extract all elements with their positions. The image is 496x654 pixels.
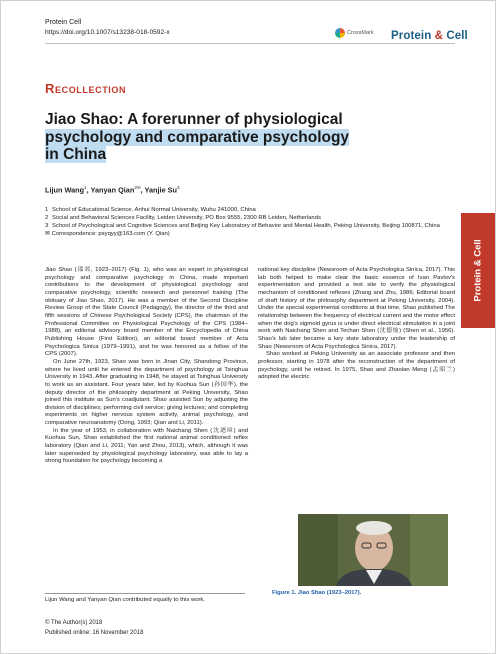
paragraph: Jiao Shao (邵郊, 1923–2017) (Fig. 1), who was an expert in physiological psychology and comparative psychology in China, made important contributions to the development of physiological psychology and comparative psychology, scientific research and personnel training (The obituary of Jiao Shao, 2017). He was a member of the Second Discipline Review Group of the State Council (Pedagogy), the director of the third and fifth sessions of Chinese Psychological Society (CPS), the chairman of the Professional Committee on Physiological Psychology of the CPS (1984–1988), an editorial advisory board member of the Encyclopedia of China Publishing House (First Edition), an editorial board member of Acta Psychologica Sinica (1979–1991), and he was honored as a fellow of the CPS (2007).	[45, 267, 248, 358]
logo-ampersand: &	[434, 30, 444, 42]
logo-text-protein: Protein	[391, 30, 432, 42]
published-date: Published online: 16 November 2018	[45, 630, 144, 636]
body-column-left	[45, 267, 248, 466]
correspondence-line[interactable]: ✉ Correspondence: psyqyy@163.com (Y. Qian)	[45, 231, 170, 237]
paragraph: On June 27th, 1923, Shao was born in Jinan City, Shandong Province, where he lived until he entered the department of psychology at Tsinghua University in 1943. After graduating in 1948, he stayed at Tsinghua University to work as an assistant. Four years later, led by Kuohua Sun (孙国华), the deputy director of the philosophy department at Peking University, Shao joined this institute as Sun's coadjutant. Shao assisted Sun by adjusting the division of disciplines; performing civil service; giving lectures; and completing experiments on higher nervous system activity, animal psychology, and comparative neuroanatomy (Dong, 1993; Qian and Li, 2011).	[45, 358, 248, 427]
author-name: Yanyan Qian	[90, 185, 135, 195]
author-list: Lijun Wang$^1$, Yanyan Qian$^{2✉}$, Yanjie Su$^3$	[45, 185, 180, 195]
title-line-1: Jiao Shao: A forerunner of physiological	[45, 111, 343, 128]
body-column-right	[258, 267, 455, 382]
author-affil-mark: 3	[176, 185, 180, 190]
header-divider	[45, 43, 455, 44]
affiliations	[45, 206, 455, 238]
article-title	[45, 111, 425, 164]
title-line-2	[45, 129, 425, 147]
crossmark-badge[interactable]	[335, 28, 374, 38]
title-line-3	[45, 146, 425, 164]
footnote: Lijun Wang and Yanyan Qian contributed equally to this work.	[45, 597, 206, 603]
affiliation-text: Social and Behavioral Sciences Facility, Leiden University, PO Box 9555, 2300 RB Leiden, Netherlands	[52, 215, 321, 221]
affiliation-item	[45, 206, 455, 214]
author-affil-mark: 1	[84, 185, 87, 190]
author-name: Yanjie Su	[144, 185, 177, 195]
affiliation-text: School of Educational Science, Anhui Normal University, Wuhu 241000, China	[52, 207, 256, 213]
journal-side-tab-label-wrap	[461, 213, 495, 328]
journal-name: Protein Cell	[45, 19, 82, 26]
section-label: Recollection	[45, 81, 127, 96]
affiliation-number: 3	[45, 223, 49, 229]
author-affil-mark: 2✉	[134, 185, 141, 190]
affiliation-text: School of Psychological and Cognitive Sciences and Beijing Key Laboratory of Behavior and Mental Health, Peking University, Beijing 100871, China	[52, 223, 440, 229]
doi-link[interactable]: https://doi.org/10.1007/s13238-018-0592-x	[45, 29, 170, 36]
paragraph: Shao worked at Peking University as an associate professor and then professor, starting in 1978 after the reconstruction of the department of psychology, until he retired. In 1975, Shao and Zhaolan Meng (孟昭兰) adopted the electric	[258, 351, 455, 381]
affiliation-number: 2	[45, 215, 49, 221]
logo-text-cell: Cell	[446, 30, 468, 42]
portrait-photo	[298, 514, 448, 586]
paragraph: In the year of 1953, in collaboration with Naichang Shen (沈迺璋) and Kuohua Sun, Shao established the first national animal conditioned reflex laboratory (Qian and Li, 2011; Yan and Zhou, 2013), which, although it was later superseded by physiological psychology laboratory, was able to lay a strong foundation for psychology becoming a	[45, 427, 248, 465]
affiliation-item	[45, 214, 455, 222]
paragraph: national key discipline (Newsroom of Acta Psychologica Sinica, 2017). This lab both helped to make clear the basic essence of Ivan Pavlov's experimentation and provided a test site to verify the physiological mechanism of conditioned reflexes (Zhang and Zhu, 1986; Editorial board of draft history of the philosophy department at Peking University, 2004). Under the special experimental conditions at that time, Shao published The relationship between the frequency of electrical current and the motor effect when the dog's sigmoid gyrus is under direct electrical stimulation in a joint work with Naichang Shen and Techan Shen (沈德灿) (Shen et al., 1956). Shao's lab later became a key state laboratory under the leadership of Shao (Newsroom of Acta Psychologica Sinica, 2017).	[258, 267, 455, 350]
affiliation-item	[45, 222, 455, 230]
footnote-divider	[45, 593, 245, 594]
figure-caption: Figure 1. Jiao Shao (1923–2017).	[272, 590, 362, 596]
crossmark-icon	[335, 28, 345, 38]
title-highlight-2: psychology and comparative psychology	[45, 128, 350, 146]
journal-logo	[391, 30, 468, 42]
crossmark-label: CrossMark	[347, 30, 374, 36]
journal-side-tab-label: Protein & Cell	[472, 239, 484, 302]
portrait-image	[298, 514, 448, 586]
title-highlight-3: in China	[45, 146, 107, 163]
affiliation-number: 1	[45, 207, 49, 213]
author-name: Lijun Wang	[45, 185, 85, 195]
copyright-line: © The Author(s) 2018	[45, 620, 103, 626]
